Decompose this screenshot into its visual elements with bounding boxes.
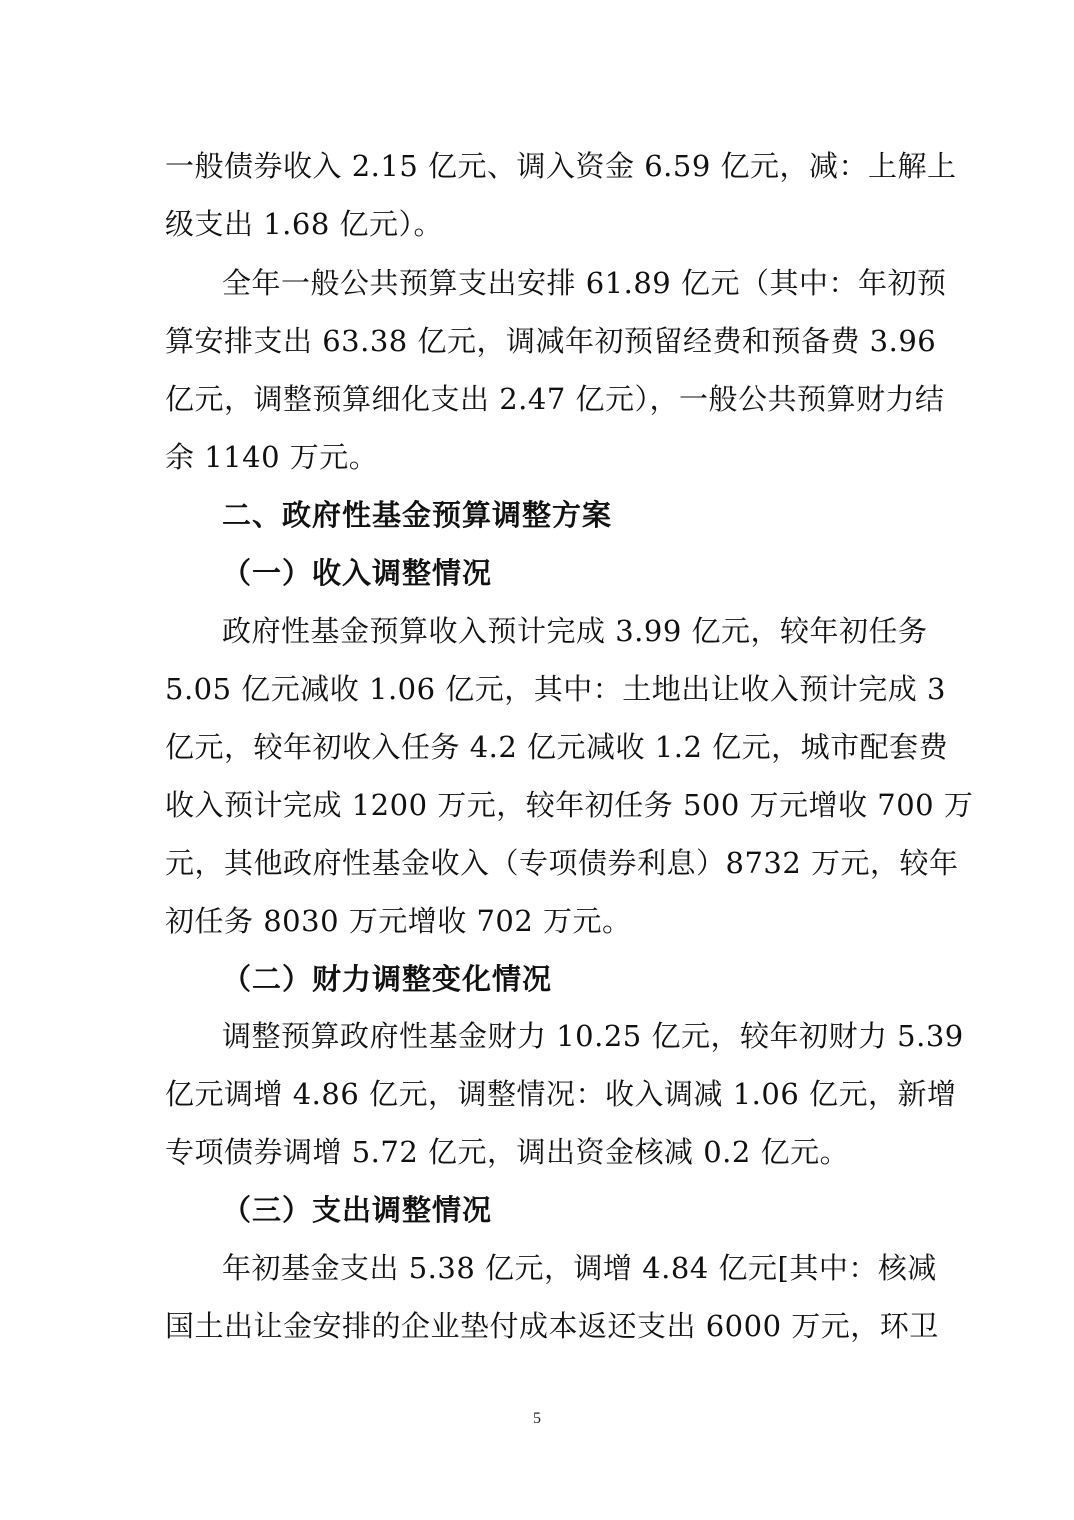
body-line: 亿元，调整预算细化支出 2.47 亿元），一般公共预算财力结 (165, 382, 945, 416)
paragraph-first-line: 年初基金支出 5.38 亿元，调增 4.84 亿元[其中：核减 (222, 1251, 937, 1285)
body-line: 5.05 亿元减收 1.06 亿元，其中：土地出让收入预计完成 3 (165, 672, 946, 706)
subsection-heading: （二）财力调整变化情况 (222, 962, 553, 996)
body-line: 算安排支出 63.38 亿元，调减年初预留经费和预备费 3.96 (165, 324, 937, 358)
page-number: 5 (533, 1410, 541, 1427)
paragraph-first-line: 政府性基金预算收入预计完成 3.99 亿元，较年初任务 (222, 614, 928, 648)
subsection-heading: （一）收入调整情况 (222, 556, 493, 590)
body-line: 余 1140 万元。 (165, 440, 379, 474)
body-line: 一般债券收入 2.15 亿元、调入资金 6.59 亿元，减：上解上 (165, 149, 957, 183)
body-line: 元，其他政府性基金收入（专项债券利息）8732 万元，较年 (165, 846, 959, 880)
body-line: 收入预计完成 1200 万元，较年初任务 500 万元增收 700 万 (165, 788, 974, 822)
body-line: 国土出让金安排的企业垫付成本返还支出 6000 万元，环卫 (165, 1309, 939, 1343)
body-line: 亿元，较年初收入任务 4.2 亿元减收 1.2 亿元，城市配套费 (165, 730, 949, 764)
paragraph-first-line: 全年一般公共预算支出安排 61.89 亿元（其中：年初预 (222, 266, 947, 300)
body-line: 级支出 1.68 亿元）。 (165, 207, 444, 241)
subsection-heading: （三）支出调整情况 (222, 1193, 493, 1227)
body-line: 亿元调增 4.86 亿元，调整情况：收入调减 1.06 亿元，新增 (165, 1077, 957, 1111)
body-line: 初任务 8030 万元增收 702 万元。 (165, 904, 632, 938)
body-line: 专项债券调增 5.72 亿元，调出资金核减 0.2 亿元。 (165, 1135, 850, 1169)
section-heading: 二、政府性基金预算调整方案 (222, 498, 613, 532)
paragraph-first-line: 调整预算政府性基金财力 10.25 亿元，较年初财力 5.39 (222, 1019, 964, 1053)
